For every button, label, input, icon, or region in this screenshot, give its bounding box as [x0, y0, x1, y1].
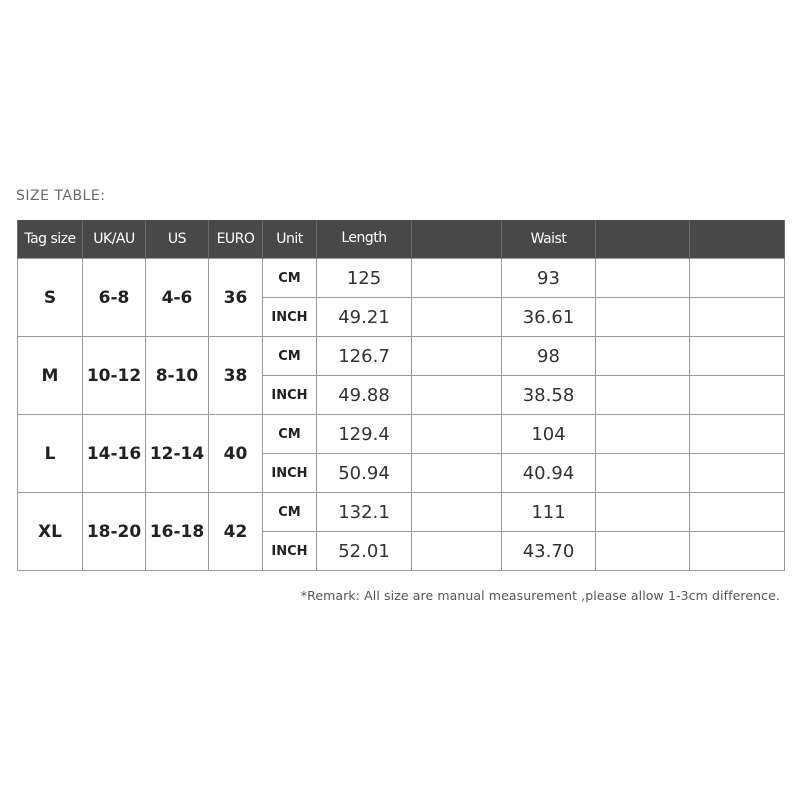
length-cell: 49.21 [317, 298, 412, 337]
empty-cell [596, 298, 690, 337]
waist-cell: 104 [502, 415, 596, 454]
header-euro: EURO [209, 220, 263, 259]
unit-cell: INCH [263, 376, 317, 415]
remark-note: *Remark: All size are manual measurement ,please allow 1-3cm difference. [300, 588, 780, 603]
empty-cell [412, 532, 502, 571]
unit-cell: INCH [263, 298, 317, 337]
length-cell: 129.4 [317, 415, 412, 454]
uk-au-cell: 10-12 [83, 337, 146, 415]
empty-cell [596, 454, 690, 493]
uk-au-cell: 6-8 [83, 259, 146, 337]
unit-cell: CM [263, 415, 317, 454]
euro-cell: 38 [209, 337, 263, 415]
empty-cell [596, 259, 690, 298]
empty-cell [690, 337, 785, 376]
tag-size-cell: L [18, 415, 83, 493]
header-us: US [146, 220, 209, 259]
unit-cell: CM [263, 493, 317, 532]
empty-cell [596, 337, 690, 376]
empty-cell [412, 493, 502, 532]
empty-cell [690, 532, 785, 571]
header-empty-1 [412, 220, 502, 259]
waist-cell: 98 [502, 337, 596, 376]
table-title: SIZE TABLE: [16, 188, 106, 204]
empty-cell [690, 493, 785, 532]
us-cell: 4-6 [146, 259, 209, 337]
empty-cell [690, 376, 785, 415]
euro-cell: 36 [209, 259, 263, 337]
empty-cell [412, 259, 502, 298]
empty-cell [690, 415, 785, 454]
waist-cell: 111 [502, 493, 596, 532]
header-waist: Waist [502, 220, 596, 259]
us-cell: 12-14 [146, 415, 209, 493]
empty-cell [596, 532, 690, 571]
header-uk-au: UK/AU [83, 220, 146, 259]
empty-cell [596, 493, 690, 532]
length-cell: 50.94 [317, 454, 412, 493]
empty-cell [412, 298, 502, 337]
header-empty-3 [690, 220, 785, 259]
empty-cell [412, 454, 502, 493]
empty-cell [596, 376, 690, 415]
table-row [18, 337, 785, 376]
unit-cell: CM [263, 259, 317, 298]
empty-cell [596, 415, 690, 454]
header-row [18, 220, 785, 259]
us-cell: 16-18 [146, 493, 209, 571]
waist-cell: 40.94 [502, 454, 596, 493]
uk-au-cell: 14-16 [83, 415, 146, 493]
header-empty-2 [596, 220, 690, 259]
waist-cell: 93 [502, 259, 596, 298]
empty-cell [412, 337, 502, 376]
tag-size-cell: S [18, 259, 83, 337]
unit-cell: INCH [263, 454, 317, 493]
waist-cell: 43.70 [502, 532, 596, 571]
header-unit: Unit [263, 220, 317, 259]
table-row [18, 415, 785, 454]
euro-cell: 42 [209, 493, 263, 571]
tag-size-cell: XL [18, 493, 83, 571]
length-cell: 126.7 [317, 337, 412, 376]
empty-cell [690, 454, 785, 493]
unit-cell: CM [263, 337, 317, 376]
length-cell: 52.01 [317, 532, 412, 571]
euro-cell: 40 [209, 415, 263, 493]
length-cell: 132.1 [317, 493, 412, 532]
empty-cell [690, 259, 785, 298]
empty-cell [690, 298, 785, 337]
empty-cell [412, 376, 502, 415]
waist-cell: 36.61 [502, 298, 596, 337]
us-cell: 8-10 [146, 337, 209, 415]
table-row [18, 493, 785, 532]
unit-cell: INCH [263, 532, 317, 571]
uk-au-cell: 18-20 [83, 493, 146, 571]
empty-cell [412, 415, 502, 454]
length-cell: 125 [317, 259, 412, 298]
waist-cell: 38.58 [502, 376, 596, 415]
header-tag-size: Tag size [18, 220, 83, 259]
header-length: Length [317, 220, 412, 259]
tag-size-cell: M [18, 337, 83, 415]
size-table [17, 220, 785, 571]
table-row [18, 259, 785, 298]
length-cell: 49.88 [317, 376, 412, 415]
